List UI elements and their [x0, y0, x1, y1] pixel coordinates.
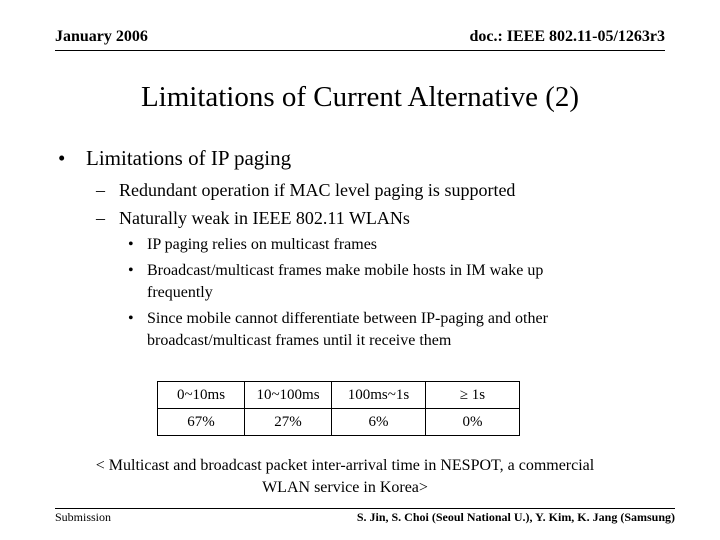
table-row: [158, 382, 520, 409]
header-doc-id: doc.: IEEE 802.11-05/1263r3: [469, 28, 665, 45]
footer-divider: [55, 508, 675, 509]
sub-sub-bullet-differentiate: [128, 308, 628, 352]
header-date: January 2006: [55, 28, 148, 45]
sub-sub-bullet-marker: •: [128, 236, 134, 253]
sub-sub-bullet-text: Since mobile cannot differentiate between IP-paging and other broadcast/multicast frames until it receive them: [147, 310, 548, 349]
sub-bullet-weak: [96, 208, 410, 229]
table-caption-text: < Multicast and broadcast packet inter-arrival time in NESPOT, a commercial WLAN service in Korea>: [95, 457, 595, 496]
sub-sub-bullet-marker: •: [128, 310, 134, 327]
table-cell: 67%: [158, 409, 245, 436]
footer-authors: S. Jin, S. Choi (Seoul National U.), Y. Kim, K. Jang (Samsung): [356, 510, 675, 524]
sub-bullet-text: Naturally weak in IEEE 802.11 WLANs: [119, 208, 410, 228]
sub-bullet-marker: –: [96, 180, 105, 200]
table-header-cell: 100ms~1s: [332, 382, 426, 409]
inter-arrival-table: [157, 381, 520, 436]
footer-submission: Submission: [55, 510, 112, 524]
bullet-text: Limitations of IP paging: [86, 146, 292, 170]
table-cell: 0%: [426, 409, 520, 436]
sub-sub-bullet-text: Broadcast/multicast frames make mobile hosts in IM wake up frequently: [147, 262, 544, 301]
bullet-ip-paging: [58, 146, 291, 171]
table-cell: 6%: [332, 409, 426, 436]
sub-sub-bullet-multicast: [128, 234, 628, 256]
sub-sub-bullet-marker: •: [128, 262, 134, 279]
sub-sub-bullet-wake-up: [128, 260, 628, 304]
table-header-cell: 0~10ms: [158, 382, 245, 409]
bullet-marker: •: [58, 146, 66, 170]
table-header-cell: ≥ 1s: [426, 382, 520, 409]
sub-sub-bullet-text: IP paging relies on multicast frames: [147, 236, 378, 253]
sub-bullet-marker: –: [96, 208, 105, 228]
table-header-cell: 10~100ms: [245, 382, 332, 409]
sub-bullet-redundant: [96, 180, 515, 201]
table-caption: [0, 455, 690, 499]
table-row: [158, 409, 520, 436]
sub-bullet-text: Redundant operation if MAC level paging is supported: [119, 180, 516, 200]
header-divider: [55, 50, 665, 51]
table-cell: 27%: [245, 409, 332, 436]
slide-title: Limitations of Current Alternative (2): [140, 81, 580, 113]
